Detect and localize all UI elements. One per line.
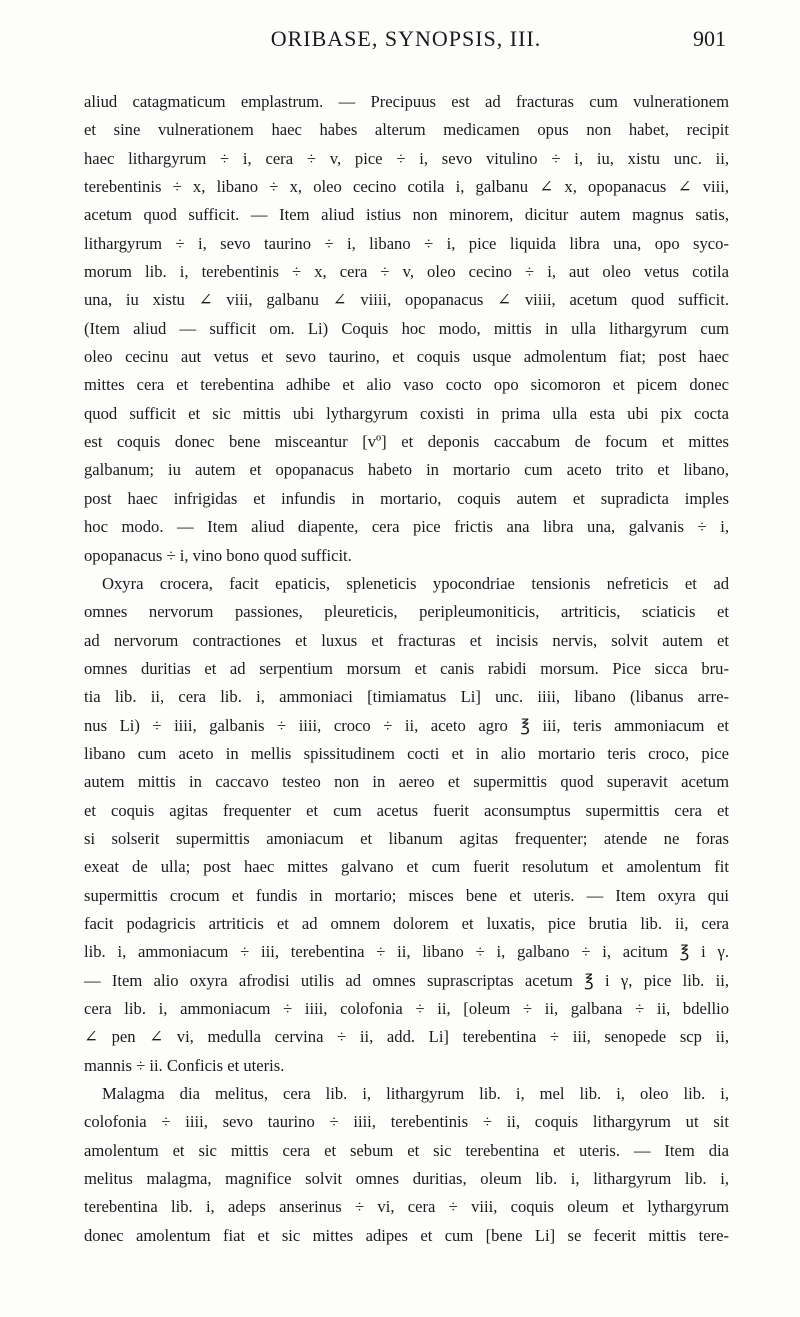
text-line: est coquis donec bene misceantur [vº] et deponis caccabum de focum et mittes [84,432,729,452]
text-line: quod sufficit et sic mittis ubi lythargyrum coxisti in prima ulla esta ubi pix cocta [84,403,729,423]
text-line: galbanum; iu autem et opopanacus habeto in mortario cum aceto trito et libano, [84,460,729,480]
text-line: oleo cecinu aut vetus et sevo taurino, et coquis usque admolentum fiat; post haec [84,347,729,367]
text-line: mittes cera et terebentina adhibe et alio vaso cocto opo sicomoron et picem donec [84,375,729,395]
text-line: et sine vulnerationem haec habes alterum medicamen opus non habet, recipit [84,120,729,140]
text-line: opopanacus ÷ i, vino bono quod sufficit. [84,545,352,565]
text-line: Oxyra crocera, facit epaticis, spleneticis ypocondriae tensionis nefreticis et ad [102,573,729,593]
text-line: mannis ÷ ii. Conficis et uteris. [84,1055,285,1075]
text-line: Malagma dia melitus, cera lib. i, lithargyrum lib. i, mel lib. i, oleo lib. i, [102,1084,729,1104]
text-line: — Item alio oxyra afrodisi utilis ad omnes suprascriptas acetum ℥ i γ, pice lib. ii, [84,970,729,990]
text-line: exeat de ulla; post haec mittes galvano et cum fuerit resolutum et amolentum fit [84,857,729,877]
text-line: colofonia ÷ iiii, sevo taurino ÷ iiii, terebentinis ÷ ii, coquis lithargyrum ut sit [84,1112,729,1132]
text-line: et coquis agitas frequenter et cum acetus fuerit aconsumptus supermittis cera et [84,800,729,820]
page-header [86,26,726,60]
text-line: melitus malagma, magnifice solvit omnes duritias, oleum lib. i, lithargyrum lib. i, [84,1169,729,1189]
text-line: lithargyrum ÷ i, sevo taurino ÷ i, libano ÷ i, pice liquida libra una, opo syco- [84,233,729,253]
text-line: ad nervorum contractiones et luxus et fracturas et incisis nervis, solvit autem et [84,630,729,650]
text-line: ∠ pen ∠ vi, medulla cervina ÷ ii, add. Li] terebentina ÷ iii, senopede scp ii, [84,1027,729,1047]
text-line: aliud catagmaticum emplastrum. — Precipuus est ad fracturas cum vulnerationem [84,92,729,111]
text-line: morum lib. i, terebentinis ÷ x, cera ÷ v, oleo cecino ÷ i, aut oleo vetus cotila [84,262,729,282]
text-line: una, iu xistu ∠ viii, galbanu ∠ viiii, opopanacus ∠ viiii, acetum quod sufficit. [84,290,729,310]
text-line: post haec infrigidas et infundis in mortario, coquis autem et supradicta imples [84,488,729,508]
text-line: libano cum aceto in mellis spissitudinem cocti et in alio mortario teris croco, pice [84,743,729,763]
text-line: terebentinis ÷ x, libano ÷ x, oleo cecino cotila i, galbanu ∠ x, opopanacus ∠ viii, [84,177,729,197]
text-line: terebentina lib. i, adeps anserinus ÷ vi, cera ÷ viii, coquis oleum et lythargyrum [84,1197,729,1217]
text-line: autem mittis in caccavo testeo non in aereo et supermittis quod superavit acetum [84,772,729,792]
text-line: nus Li) ÷ iiii, galbanis ÷ iiii, croco ÷ ii, aceto agro ℥ iii, teris ammoniacum et [84,715,729,735]
page-number: 901 [693,26,726,51]
text-line: acetum quod sufficit. — Item aliud istius non minorem, dicitur autem magnus satis, [84,205,729,225]
text-line: facit podagricis artriticis et ad omnem dolorem et luxatis, pice brutia lib. ii, cera [84,913,729,933]
text-line: (Item aliud — sufficit om. Li) Coquis hoc modo, mittis in ulla lithargyrum cum [84,318,729,338]
body-text [84,88,729,1250]
text-line: donec amolentum fiat et sic mittes adipes et cum [bene Li] se fecerit mittis tere- [84,1225,729,1245]
text-line: cera lib. i, ammoniacum ÷ iiii, colofonia ÷ ii, [oleum ÷ ii, galbana ÷ ii, bdellio [84,999,729,1018]
text-line: tia lib. ii, cera lib. i, ammoniaci [timiamatus Li] unc. iiii, libano (libanus arre- [84,687,729,707]
text-line: omnes nervorum passiones, pleureticis, peripleumoniticis, artriticis, sciaticis et [84,602,729,622]
text-line: omnes duritias et ad serpentium morsum et canis rabidi morsum. Pice sicca bru- [84,658,729,678]
text-line: amolentum et sic mittis cera et sebum et sic terebentina et uteris. — Item dia [84,1140,729,1160]
text-line: si solserit supermittis amoniacum et libanum agitas frequenter; atende ne foras [84,828,729,848]
text-line: supermittis crocum et fundis in mortario; misces bene et uteris. — Item oxyra qui [84,885,729,905]
text-line: lib. i, ammoniacum ÷ iii, terebentina ÷ ii, libano ÷ i, galbano ÷ i, acitum ℥ i γ. [84,942,729,962]
text-line: haec lithargyrum ÷ i, cera ÷ v, pice ÷ i, sevo vitulino ÷ i, iu, xistu unc. ii, [84,148,729,168]
text-line: hoc modo. — Item aliud diapente, cera pice frictis ana libra una, galvanis ÷ i, [84,517,729,537]
running-title: ORIBASE, SYNOPSIS, III. [270,26,542,51]
